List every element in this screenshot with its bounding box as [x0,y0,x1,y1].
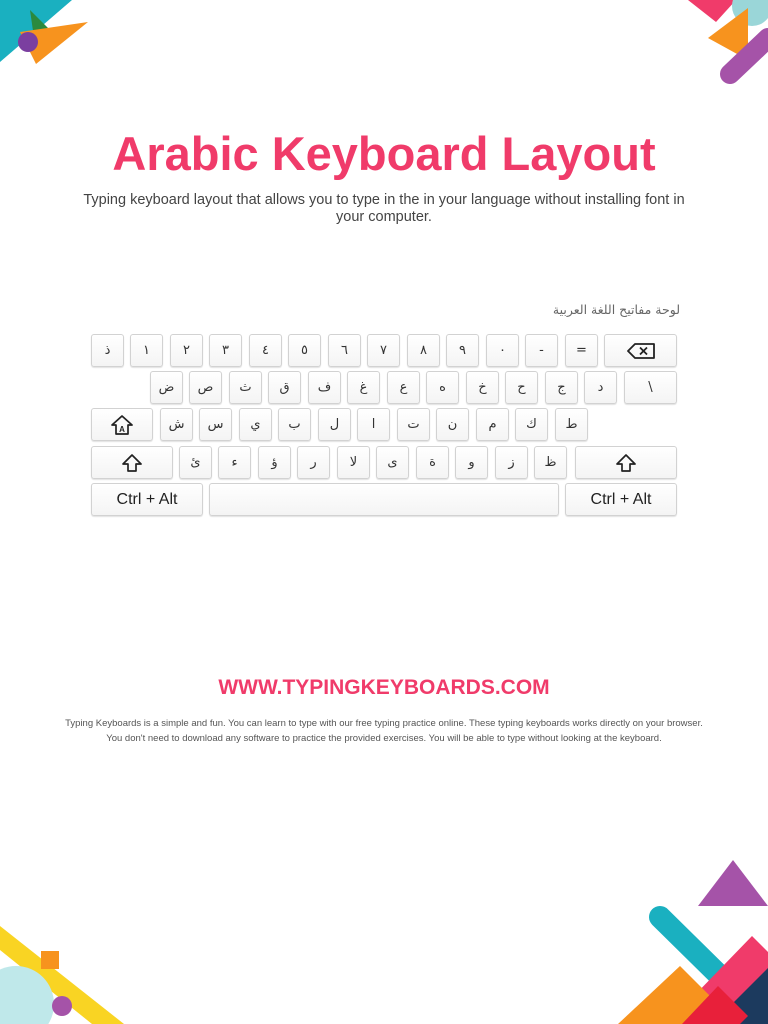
bottom-right-pink-shape [690,936,768,1024]
top-left-orange-triangle [20,22,88,64]
key-row1-9[interactable]: ٨ [407,334,440,367]
ctrl-alt-key-right[interactable]: Ctrl + Alt [565,483,677,516]
key-row1-7[interactable]: ٦ [328,334,361,367]
bottom-right-teal-bar [660,917,726,982]
key-row2-8[interactable]: ه [426,371,459,404]
key-row4-7[interactable]: ة [416,446,449,479]
key-row3-11[interactable]: ط [555,408,588,441]
key-row3-6[interactable]: ا [357,408,390,441]
bottom-right-dark-shape [712,968,768,1024]
top-left-green-triangle [30,10,50,38]
key-row2-10[interactable]: ح [505,371,538,404]
page-subtitle: Typing keyboard layout that allows you to type in the in your language without installing font in your computer. [83,192,685,225]
svg-text:A: A [119,424,125,434]
key-row3-3[interactable]: ي [239,408,272,441]
key-row4-1[interactable]: ئ [179,446,212,479]
key-row2-12[interactable]: د [584,371,617,404]
top-right-purple-bar [730,38,768,74]
key-row1-8[interactable]: ٧ [367,334,400,367]
key-row1-10[interactable]: ٩ [446,334,479,367]
shift-icon [616,454,636,472]
key-row1-13[interactable]: = [565,334,598,367]
footer-description: Typing Keyboards is a simple and fun. You can learn to type with our free typing practice online. These typing keyboards works directly on your browser. You don't need to download any software to practice the provided exercises. You will be able to type without looking at the keyboard. [65,718,703,744]
top-right-pink-shape [688,0,736,22]
key-row2-11[interactable]: ج [545,371,578,404]
backspace-icon [627,343,655,359]
key-row4-5[interactable]: لا [337,446,370,479]
key-row2-6[interactable]: غ [347,371,380,404]
caps-lock-icon [111,415,133,435]
key-row3-5[interactable]: ل [318,408,351,441]
key-row4-4[interactable]: ر [297,446,330,479]
key-row2-9[interactable]: خ [466,371,499,404]
key-row2-13[interactable]: \ [624,371,677,404]
caps-lock-key[interactable] [91,408,153,441]
key-row1-12[interactable]: - [525,334,558,367]
bottom-right-orange-shape [618,966,718,1024]
key-row2-7[interactable]: ع [387,371,420,404]
key-row4-9[interactable]: ز [495,446,528,479]
bottom-right-purple-triangle [698,860,768,906]
key-row3-10[interactable]: ك [515,408,548,441]
key-row2-5[interactable]: ف [308,371,341,404]
key-row1-11[interactable]: ٠ [486,334,519,367]
key-row2-3[interactable]: ث [229,371,262,404]
key-row1-2[interactable]: ١ [130,334,163,367]
key-row1-1[interactable]: ذ [91,334,124,367]
key-row4-3[interactable]: ؤ [258,446,291,479]
key-row3-8[interactable]: ن [436,408,469,441]
top-right-teal-circle [732,0,768,26]
shift-key-left[interactable] [91,446,173,479]
key-row4-8[interactable]: و [455,446,488,479]
key-row3-1[interactable]: ش [160,408,193,441]
top-left-teal-shape [0,0,72,62]
space-bar[interactable] [209,483,559,516]
key-row3-4[interactable]: ب [278,408,311,441]
bottom-left-teal-circle [0,966,54,1024]
key-row3-9[interactable]: م [476,408,509,441]
key-row2-1[interactable]: ض [150,371,183,404]
key-row1-6[interactable]: ٥ [288,334,321,367]
page-title: Arabic Keyboard Layout [112,127,656,180]
bottom-left-purple-dot [52,996,72,1016]
website-link[interactable]: WWW.TYPINGKEYBOARDS.COM [218,676,550,699]
top-right-orange-triangle [708,8,748,60]
key-row2-4[interactable]: ق [268,371,301,404]
key-row4-2[interactable]: ء [218,446,251,479]
ctrl-alt-key-left[interactable]: Ctrl + Alt [91,483,203,516]
key-row3-2[interactable]: س [199,408,232,441]
key-row1-4[interactable]: ٣ [209,334,242,367]
keyboard-label: لوحة مفاتيح اللغة العربية [552,302,680,317]
key-row4-6[interactable]: ى [376,446,409,479]
key-row1-5[interactable]: ٤ [249,334,282,367]
bottom-right-red-shape [682,986,748,1024]
shift-icon [122,454,142,472]
shift-key-right[interactable] [575,446,677,479]
key-row4-10[interactable]: ظ [534,446,567,479]
backspace-key[interactable] [604,334,677,367]
key-row3-7[interactable]: ت [397,408,430,441]
bottom-left-orange-square [41,951,59,969]
key-row1-3[interactable]: ٢ [170,334,203,367]
top-left-purple-dot [18,32,38,52]
key-row2-2[interactable]: ص [189,371,222,404]
bottom-left-yellow-band [0,926,124,1024]
